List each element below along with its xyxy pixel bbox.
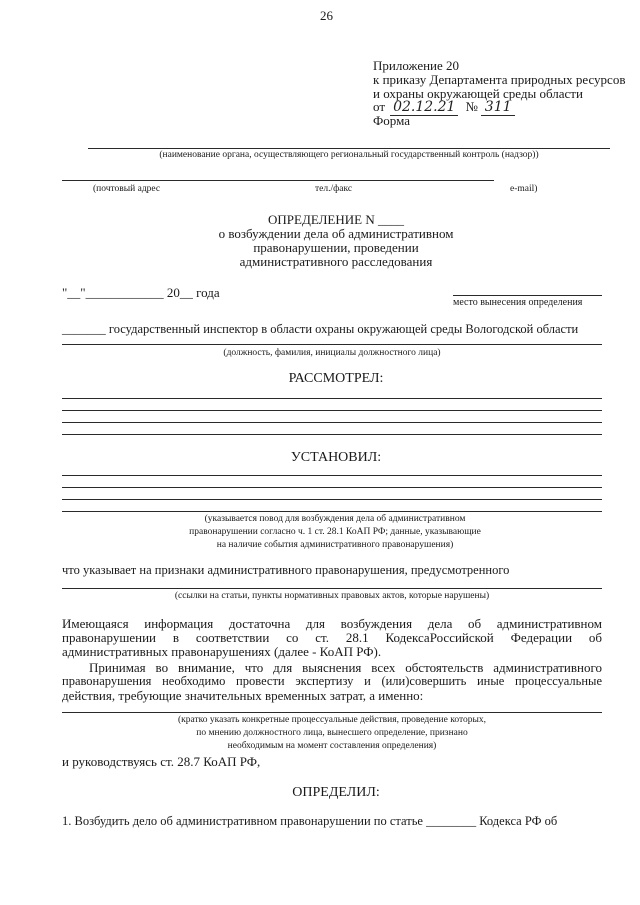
appendix-line-1: Приложение 20 bbox=[373, 58, 460, 73]
reason-caption-2: правонарушении согласно ч. 1 ст. 28.1 КоАП РФ; данные, указывающие bbox=[189, 527, 481, 537]
contact-line[interactable] bbox=[62, 180, 494, 181]
handwritten-number: 311 bbox=[481, 99, 515, 116]
title-line-1: ОПРЕДЕЛЕНИЕ N ____ bbox=[268, 212, 404, 227]
title-line-2: о возбуждении дела об административном bbox=[218, 226, 454, 241]
actions-line[interactable] bbox=[62, 712, 602, 713]
appendix-number-prefix: № bbox=[465, 99, 478, 114]
considered-line-4[interactable] bbox=[62, 434, 602, 435]
paragraph2-line-1: Принимая во внимание, что для выяснения всех обстоятельств административного bbox=[89, 660, 602, 675]
date-row[interactable]: "__"____________ 20__ года bbox=[62, 285, 220, 300]
determined-heading: ОПРЕДЕЛИЛ: bbox=[292, 785, 380, 800]
considered-heading: РАССМОТРЕЛ: bbox=[288, 371, 384, 386]
established-heading: УСТАНОВИЛ: bbox=[290, 450, 382, 465]
considered-line-3[interactable] bbox=[62, 422, 602, 423]
org-name-line[interactable] bbox=[88, 148, 610, 149]
page-number: 26 bbox=[320, 8, 333, 23]
established-line-4[interactable] bbox=[62, 511, 602, 512]
item-1: 1. Возбудить дело об административном правонарушении по статье ________ Кодекса РФ об bbox=[62, 814, 558, 828]
phone-caption: тел./факс bbox=[315, 184, 353, 194]
official-caption: (должность, фамилия, инициалы должностного лица) bbox=[223, 348, 441, 358]
references-line[interactable] bbox=[62, 588, 602, 589]
title-line-4: административного расследования bbox=[239, 254, 433, 269]
paragraph2-line-3: действия, требующие значительных временных затрат, а именно: bbox=[62, 688, 424, 703]
appendix-line-2: к приказу Департамента природных ресурсов bbox=[373, 72, 626, 87]
email-caption: e-mail) bbox=[510, 184, 538, 194]
org-caption: (наименование органа, осуществляющего региональный государственный контроль (надзор)) bbox=[159, 150, 539, 160]
place-caption: место вынесения определения bbox=[453, 297, 583, 308]
reason-caption-1: (указывается повод для возбуждения дела об административном bbox=[204, 514, 466, 524]
established-line-3[interactable] bbox=[62, 499, 602, 500]
reason-caption-3: на наличие события административного правонарушения) bbox=[216, 540, 454, 550]
actions-caption-3: необходимым на момент составления определения) bbox=[227, 741, 437, 751]
official-line[interactable] bbox=[62, 344, 602, 345]
paragraph1-line-1: Имеющаяся информация достаточна для возбуждения дела об административном bbox=[62, 616, 602, 631]
paragraph2-line-2: правонарушения необходимо провести экспертизу и (или)совершить иные процессуальные bbox=[62, 674, 602, 688]
inspector-line: _______ государственный инспектор в области охраны окружающей среды Вологодской области bbox=[62, 322, 579, 336]
paragraph1-line-3: административных правонарушениях (далее - КоАП РФ). bbox=[62, 644, 382, 659]
handwritten-date: 02.12.21 bbox=[390, 99, 458, 116]
established-line-1[interactable] bbox=[62, 475, 602, 476]
actions-caption-1: (кратко указать конкретные процессуальные действия, проведение которых, bbox=[177, 715, 487, 725]
indicates-line: что указывает на признаки административного правонарушения, предусмотренного bbox=[62, 563, 510, 577]
place-line[interactable] bbox=[453, 295, 602, 296]
title-line-3: правонарушении, проведении bbox=[253, 240, 419, 255]
considered-line-1[interactable] bbox=[62, 398, 602, 399]
references-caption: (ссылки на статьи, пункты нормативных правовых актов, которые нарушены) bbox=[174, 591, 490, 601]
considered-line-2[interactable] bbox=[62, 410, 602, 411]
actions-caption-2: по мнению должностного лица, вынесшего определение, признано bbox=[196, 728, 468, 738]
paragraph1-line-2: правонарушении в соответствии со ст. 28.1 КодексаРоссийской Федерации об bbox=[62, 630, 602, 645]
appendix-line-3: и охраны окружающей среды области bbox=[373, 86, 583, 101]
appendix-date-prefix: от bbox=[373, 99, 386, 114]
appendix-form-label: Форма bbox=[373, 113, 410, 128]
address-caption: (почтовый адрес bbox=[93, 184, 161, 194]
guided-line: и руководствуясь ст. 28.7 КоАП РФ, bbox=[62, 754, 261, 769]
established-line-2[interactable] bbox=[62, 487, 602, 488]
